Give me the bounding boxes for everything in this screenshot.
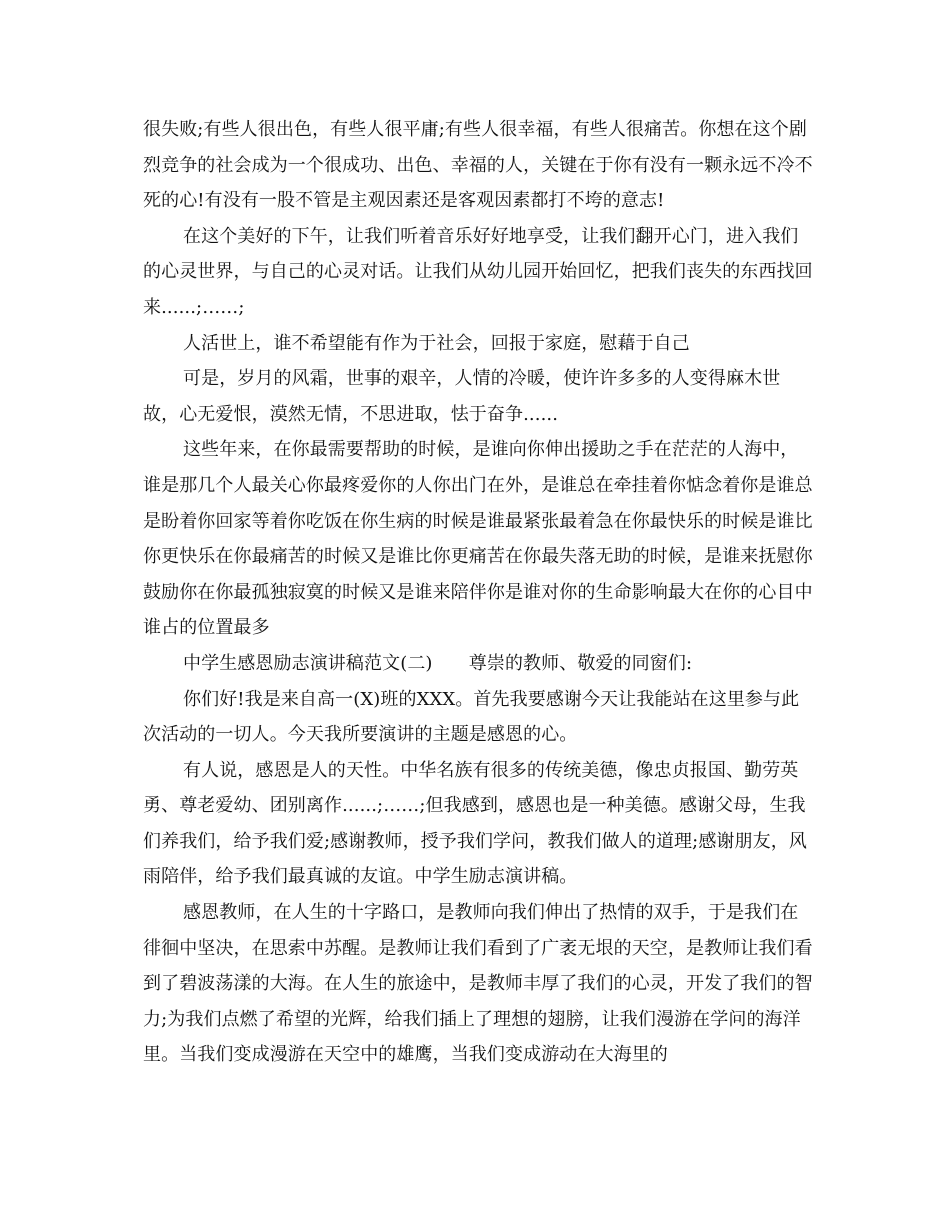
paragraph: 这些年来，在你最需要帮助的时候，是谁向你伸出援助之手在茫茫的人海中，谁是那几个人最关心你最疼爱你的人你出门在外，是谁总在牵挂着你惦念着你是谁总是盼着你回家等着你吃饭在你生病的时候是谁最紧张最着急在你最快乐的时候是谁比你更快乐在你最痛苦的时候又是谁比你更痛苦在你最失落无助的时候，是谁来抚慰你鼓励你在你最孤独寂寞的时候又是谁来陪伴你是谁对你的生命影响最大在你的心目中谁占的位置最多 — [143, 439, 813, 639]
paragraph: 感恩教师，在人生的十字路口，是教师向我们伸出了热情的双手，于是我们在徘徊中坚决，在思索中苏醒。是教师让我们看到了广袤无垠的天空，是教师让我们看到了碧波荡漾的大海。在人生的旅途中，是教师丰厚了我们的心灵，开发了我们的智力;为我们点燃了希望的光辉，给我们插上了理想的翅膀，让我们漫游在学问的海洋里。当我们变成漫游在天空中的雄鹰，当我们变成游动在大海里的 — [143, 902, 813, 1066]
body-text — [143, 112, 815, 1073]
paragraph: 有人说，感恩是人的天性。中华名族有很多的传统美德，像忠贞报国、勤劳英勇、尊老爱幼、团别离作......;……;但我感到，感恩也是一种美德。感谢父母，生我们养我们，给予我们爱;感谢教师，授予我们学问，教我们做人的道理;感谢朋友，风雨陪伴，给予我们最真诚的友谊。中学生励志演讲稿。 — [143, 759, 807, 888]
paragraph-continuation: 很失败;有些人很出色，有些人很平庸;有些人很幸福，有些人很痛苦。你想在这个剧烈竞争的社会成为一个很成功、出色、幸福的人，关键在于你有没有一颗永远不冷不死的心!有没有一股不管是主观因素还是客观因素都打不垮的意志! — [143, 119, 813, 212]
section-heading-line: 中学生感恩励志演讲稿范文(二) 尊崇的教师、敬爱的同窗们: — [183, 652, 693, 674]
paragraph: 在这个美好的下午，让我们听着音乐好好地享受，让我们翻开心门，进入我们的心灵世界，与自己的心灵对话。让我们从幼儿园开始回忆，把我们丧失的东西找回来......;……; — [143, 225, 813, 318]
paragraph: 你们好!我是来自高一(X)班的XXX。首先我要感谢今天让我能站在这里参与此次活动的一切人。今天我所要演讲的主题是感恩的心。 — [143, 688, 800, 746]
paragraph: 人活世上，谁不希望能有作为于社会，回报于家庭，慰藉于自己 — [183, 332, 690, 354]
paragraph: 可是，岁月的风霜，世事的艰辛，人情的冷暖，使许许多多的人变得麻木世故，心无爱恨，漠然无情，不思进取，怯于奋争...... — [143, 368, 781, 425]
